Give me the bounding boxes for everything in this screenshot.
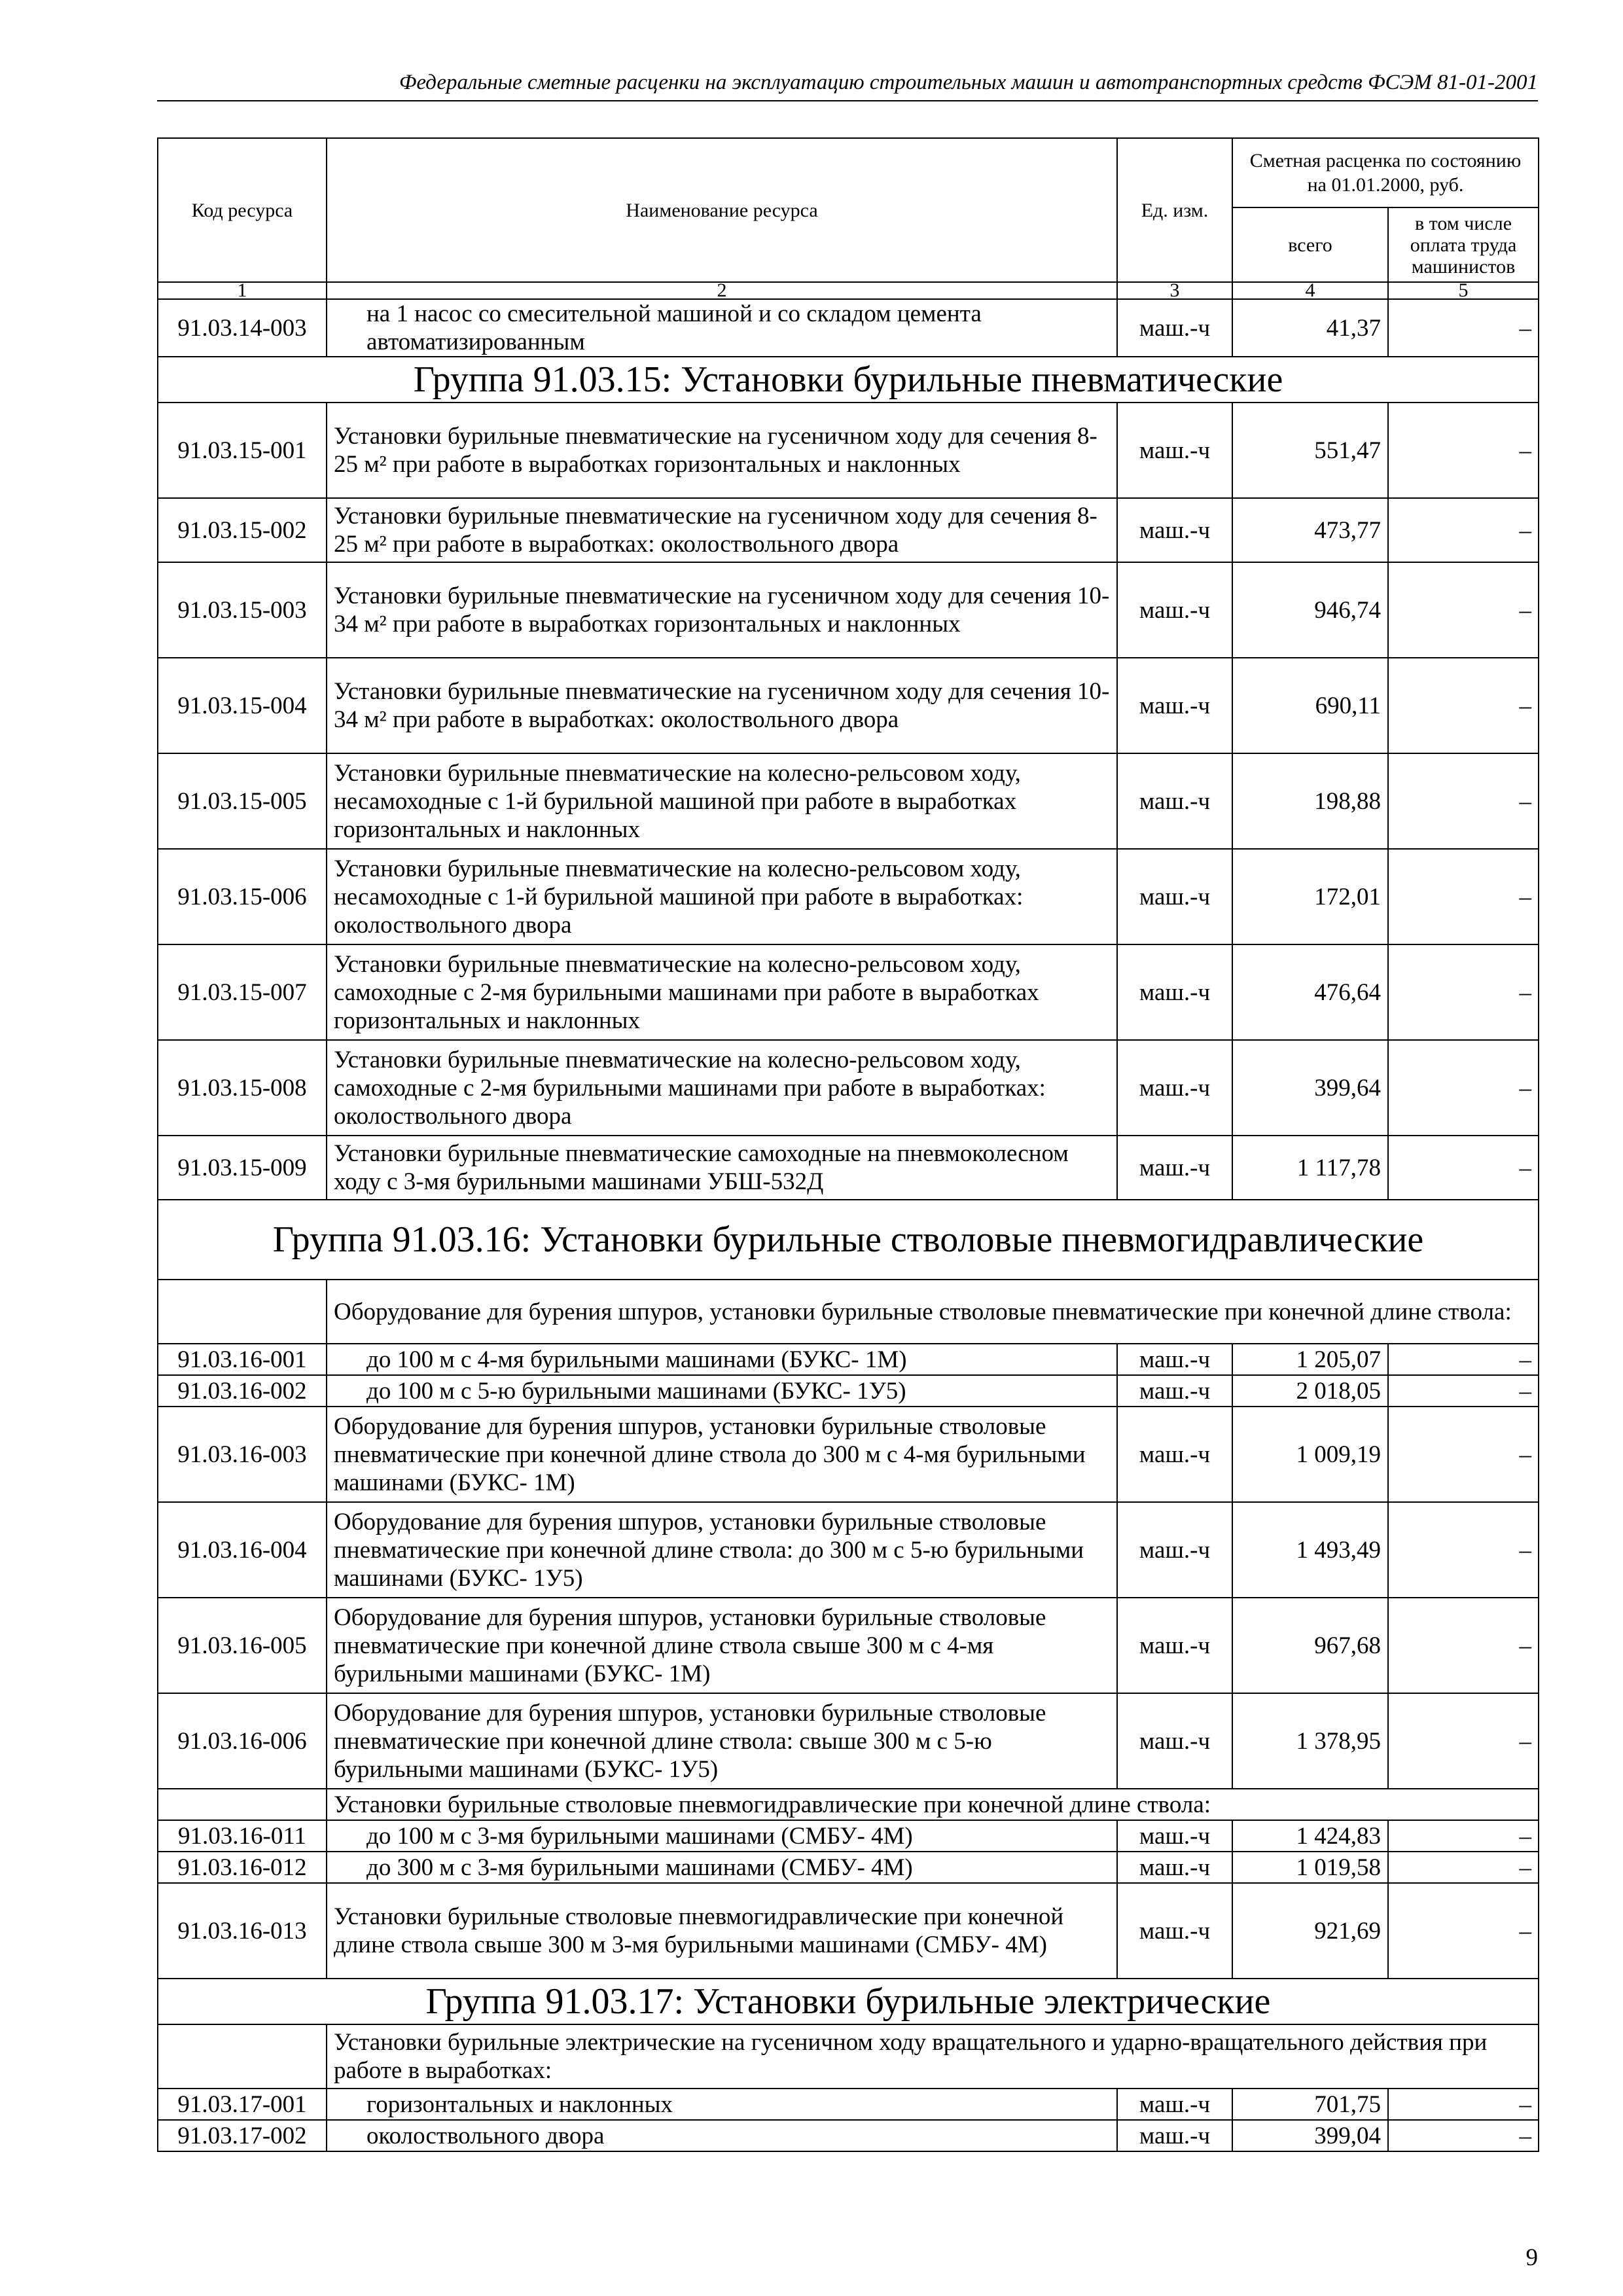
unit-cell: маш.-ч <box>1117 498 1232 562</box>
resource-code: 91.03.16-001 <box>158 1344 327 1375</box>
resource-name: Установки бурильные стволовые пневмогидравлические при конечной длине ствола свыше 300 м 3-мя бурильными машинами (СМБУ- 4М) <box>327 1883 1117 1979</box>
resource-name: Оборудование для бурения шпуров, установки бурильные стволовые пневматические при конечной длине ствола: свыше 300 м с 5-ю бурильными машинами (БУКС- 1У5) <box>327 1693 1117 1789</box>
wage-cell: – <box>1388 1852 1539 1883</box>
price-total: 172,01 <box>1232 849 1388 944</box>
wage-cell: – <box>1388 403 1539 498</box>
table-row <box>158 1598 1539 1693</box>
empty-code-cell <box>158 1280 327 1344</box>
wage-cell: – <box>1388 2089 1539 2120</box>
price-total: 921,69 <box>1232 1883 1388 1979</box>
resource-name: Установки бурильные пневматические самоходные на пневмоколесном ходу с 3-мя бурильными машинами УБШ-532Д <box>327 1136 1117 1200</box>
unit-cell: маш.-ч <box>1117 944 1232 1040</box>
resource-code: 91.03.15-002 <box>158 498 327 562</box>
resource-name: Оборудование для бурения шпуров, установки бурильные стволовые пневматические при конечной длине ствола: до 300 м с 5-ю бурильными машинами (БУКС- 1У5) <box>327 1502 1117 1598</box>
wage-cell: – <box>1388 1136 1539 1200</box>
price-total: 399,64 <box>1232 1040 1388 1136</box>
group-title: Группа 91.03.17: Установки бурильные электрические <box>158 1979 1539 2024</box>
price-table <box>157 137 1539 2152</box>
resource-code: 91.03.16-006 <box>158 1693 327 1789</box>
resource-name: Установки бурильные пневматические на гусеничном ходу для сечения 8-25 м² при работе в выработках: околоствольного двора <box>327 498 1117 562</box>
unit-cell: маш.-ч <box>1117 1407 1232 1502</box>
wage-cell: – <box>1388 1502 1539 1598</box>
unit-cell: маш.-ч <box>1117 562 1232 658</box>
table-row <box>158 1820 1539 1852</box>
wage-cell: – <box>1388 658 1539 753</box>
wage-cell: – <box>1388 1407 1539 1502</box>
resource-code: 91.03.16-004 <box>158 1502 327 1598</box>
price-total: 1 205,07 <box>1232 1344 1388 1375</box>
price-total: 967,68 <box>1232 1598 1388 1693</box>
resource-name: околоствольного двора <box>327 2120 1117 2151</box>
wage-cell: – <box>1388 1344 1539 1375</box>
unit-cell: маш.-ч <box>1117 1040 1232 1136</box>
group-title: Группа 91.03.16: Установки бурильные стволовые пневмогидравлические <box>158 1200 1539 1280</box>
unit-cell: маш.-ч <box>1117 2089 1232 2120</box>
wage-cell: – <box>1388 498 1539 562</box>
price-total: 2 018,05 <box>1232 1375 1388 1407</box>
resource-code: 91.03.14-003 <box>158 299 327 357</box>
wage-cell: – <box>1388 562 1539 658</box>
resource-code: 91.03.15-007 <box>158 944 327 1040</box>
table-row <box>158 1852 1539 1883</box>
unit-cell: маш.-ч <box>1117 1883 1232 1979</box>
subheading-text: Оборудование для бурения шпуров, установки бурильные стволовые пневматические при конечной длине ствола: <box>327 1280 1539 1344</box>
unit-cell: маш.-ч <box>1117 1852 1232 1883</box>
column-header-code: Код ресурса <box>158 138 327 282</box>
table-row <box>158 753 1539 849</box>
table-row <box>158 2120 1539 2151</box>
price-total: 946,74 <box>1232 562 1388 658</box>
unit-cell: маш.-ч <box>1117 403 1232 498</box>
page-number: 9 <box>1525 2244 1538 2271</box>
wage-cell: – <box>1388 2120 1539 2151</box>
price-total: 476,64 <box>1232 944 1388 1040</box>
table-row <box>158 299 1539 357</box>
resource-code: 91.03.16-003 <box>158 1407 327 1502</box>
resource-name: до 100 м с 3-мя бурильными машинами (СМБУ- 4М) <box>327 1820 1117 1852</box>
resource-code: 91.03.15-006 <box>158 849 327 944</box>
table-row <box>158 658 1539 753</box>
price-total: 1 117,78 <box>1232 1136 1388 1200</box>
resource-name: на 1 насос со смесительной машиной и со складом цемента автоматизированным <box>327 299 1117 357</box>
column-number: 5 <box>1388 282 1539 299</box>
resource-code: 91.03.16-002 <box>158 1375 327 1407</box>
resource-code: 91.03.15-008 <box>158 1040 327 1136</box>
price-total: 198,88 <box>1232 753 1388 849</box>
unit-cell: маш.-ч <box>1117 1375 1232 1407</box>
resource-code: 91.03.17-001 <box>158 2089 327 2120</box>
column-header-price: Сметная расценка по состоянию на 01.01.2000, руб. <box>1232 138 1539 207</box>
unit-cell: маш.-ч <box>1117 1693 1232 1789</box>
wage-cell: – <box>1388 299 1539 357</box>
column-number: 4 <box>1232 282 1388 299</box>
resource-code: 91.03.16-011 <box>158 1820 327 1852</box>
wage-cell: – <box>1388 1375 1539 1407</box>
unit-cell: маш.-ч <box>1117 753 1232 849</box>
wage-cell: – <box>1388 1693 1539 1789</box>
unit-cell: маш.-ч <box>1117 1820 1232 1852</box>
resource-name: Установки бурильные пневматические на колесно-рельсовом ходу, самоходные с 2-мя бурильными машинами при работе в выработках горизонтальных и наклонных <box>327 944 1117 1040</box>
resource-code: 91.03.15-009 <box>158 1136 327 1200</box>
table-row <box>158 403 1539 498</box>
table-row <box>158 1693 1539 1789</box>
resource-code: 91.03.15-001 <box>158 403 327 498</box>
table-row <box>158 498 1539 562</box>
resource-name: до 100 м с 4-мя бурильными машинами (БУКС- 1М) <box>327 1344 1117 1375</box>
wage-cell: – <box>1388 944 1539 1040</box>
subheading-row <box>158 1789 1539 1820</box>
table-row <box>158 1040 1539 1136</box>
unit-cell: маш.-ч <box>1117 1598 1232 1693</box>
unit-cell: маш.-ч <box>1117 1502 1232 1598</box>
price-total: 1 009,19 <box>1232 1407 1388 1502</box>
column-header-unit: Ед. изм. <box>1117 138 1232 282</box>
wage-cell: – <box>1388 1040 1539 1136</box>
table-row <box>158 849 1539 944</box>
price-total: 1 019,58 <box>1232 1852 1388 1883</box>
resource-name: Оборудование для бурения шпуров, установки бурильные стволовые пневматические при конечной длине ствола свыше 300 м с 4-мя бурильными машинами (БУКС- 1М) <box>327 1598 1117 1693</box>
resource-name: до 300 м с 3-мя бурильными машинами (СМБУ- 4М) <box>327 1852 1117 1883</box>
column-number: 3 <box>1117 282 1232 299</box>
price-total: 701,75 <box>1232 2089 1388 2120</box>
table-header <box>158 138 1539 299</box>
wage-cell: – <box>1388 1598 1539 1693</box>
resource-code: 91.03.16-013 <box>158 1883 327 1979</box>
price-total: 690,11 <box>1232 658 1388 753</box>
empty-code-cell <box>158 1789 327 1820</box>
price-total: 473,77 <box>1232 498 1388 562</box>
resource-code: 91.03.15-003 <box>158 562 327 658</box>
resource-name: Установки бурильные пневматические на гусеничном ходу для сечения 10-34 м² при работе в выработках горизонтальных и наклонных <box>327 562 1117 658</box>
group-row <box>158 1200 1539 1280</box>
table-row <box>158 1502 1539 1598</box>
resource-name: Установки бурильные пневматические на колесно-рельсовом ходу, несамоходные с 1-й бурильной машиной при работе в выработках горизонтальных и наклонных <box>327 753 1117 849</box>
resource-name: Установки бурильные пневматические на колесно-рельсовом ходу, несамоходные с 1-й бурильной машиной при работе в выработках: околоствольного двора <box>327 849 1117 944</box>
wage-cell: – <box>1388 849 1539 944</box>
unit-cell: маш.-ч <box>1117 658 1232 753</box>
resource-code: 91.03.16-005 <box>158 1598 327 1693</box>
resource-name: Установки бурильные пневматические на колесно-рельсовом ходу, самоходные с 2-мя бурильными машинами при работе в выработках: околоствольного двора <box>327 1040 1117 1136</box>
table-row <box>158 1344 1539 1375</box>
price-total: 1 424,83 <box>1232 1820 1388 1852</box>
resource-code: 91.03.17-002 <box>158 2120 327 2151</box>
unit-cell: маш.-ч <box>1117 1344 1232 1375</box>
unit-cell: маш.-ч <box>1117 2120 1232 2151</box>
column-header-total: всего <box>1232 207 1388 282</box>
running-header: Федеральные сметные расценки на эксплуатацию строительных машин и автотранспортных средств ФСЭМ 81-01-2001 <box>157 71 1538 101</box>
unit-cell: маш.-ч <box>1117 299 1232 357</box>
column-header-wage: в том числе оплата труда машинистов <box>1388 207 1539 282</box>
subheading-text: Установки бурильные стволовые пневмогидравлические при конечной длине ствола: <box>327 1789 1539 1820</box>
subheading-row <box>158 2024 1539 2089</box>
resource-name: до 100 м с 5-ю бурильными машинами (БУКС- 1У5) <box>327 1375 1117 1407</box>
table-row <box>158 1407 1539 1502</box>
price-total: 41,37 <box>1232 299 1388 357</box>
column-number: 2 <box>327 282 1117 299</box>
resource-code: 91.03.15-005 <box>158 753 327 849</box>
empty-code-cell <box>158 2024 327 2089</box>
table-row <box>158 2089 1539 2120</box>
table-row <box>158 1136 1539 1200</box>
resource-name: горизонтальных и наклонных <box>327 2089 1117 2120</box>
table-row <box>158 1375 1539 1407</box>
group-row <box>158 357 1539 403</box>
price-total: 1 493,49 <box>1232 1502 1388 1598</box>
group-row <box>158 1979 1539 2024</box>
column-header-name: Наименование ресурса <box>327 138 1117 282</box>
wage-cell: – <box>1388 1883 1539 1979</box>
unit-cell: маш.-ч <box>1117 1136 1232 1200</box>
resource-name: Установки бурильные пневматические на гусеничном ходу для сечения 8-25 м² при работе в выработках горизонтальных и наклонных <box>327 403 1117 498</box>
wage-cell: – <box>1388 753 1539 849</box>
price-total: 1 378,95 <box>1232 1693 1388 1789</box>
subheading-text: Установки бурильные электрические на гусеничном ходу вращательного и ударно-вращательного действия при работе в выработках: <box>327 2024 1539 2089</box>
price-total: 551,47 <box>1232 403 1388 498</box>
resource-code: 91.03.15-004 <box>158 658 327 753</box>
subheading-row <box>158 1280 1539 1344</box>
price-total: 399,04 <box>1232 2120 1388 2151</box>
table-body <box>158 299 1539 2151</box>
unit-cell: маш.-ч <box>1117 849 1232 944</box>
resource-name: Оборудование для бурения шпуров, установки бурильные стволовые пневматические при конечной длине ствола до 300 м с 4-мя бурильными машинами (БУКС- 1М) <box>327 1407 1117 1502</box>
resource-name: Установки бурильные пневматические на гусеничном ходу для сечения 10-34 м² при работе в выработках: околоствольного двора <box>327 658 1117 753</box>
table-row <box>158 1883 1539 1979</box>
table-row <box>158 944 1539 1040</box>
column-number: 1 <box>158 282 327 299</box>
resource-code: 91.03.16-012 <box>158 1852 327 1883</box>
group-title: Группа 91.03.15: Установки бурильные пневматические <box>158 357 1539 403</box>
table-row <box>158 562 1539 658</box>
wage-cell: – <box>1388 1820 1539 1852</box>
